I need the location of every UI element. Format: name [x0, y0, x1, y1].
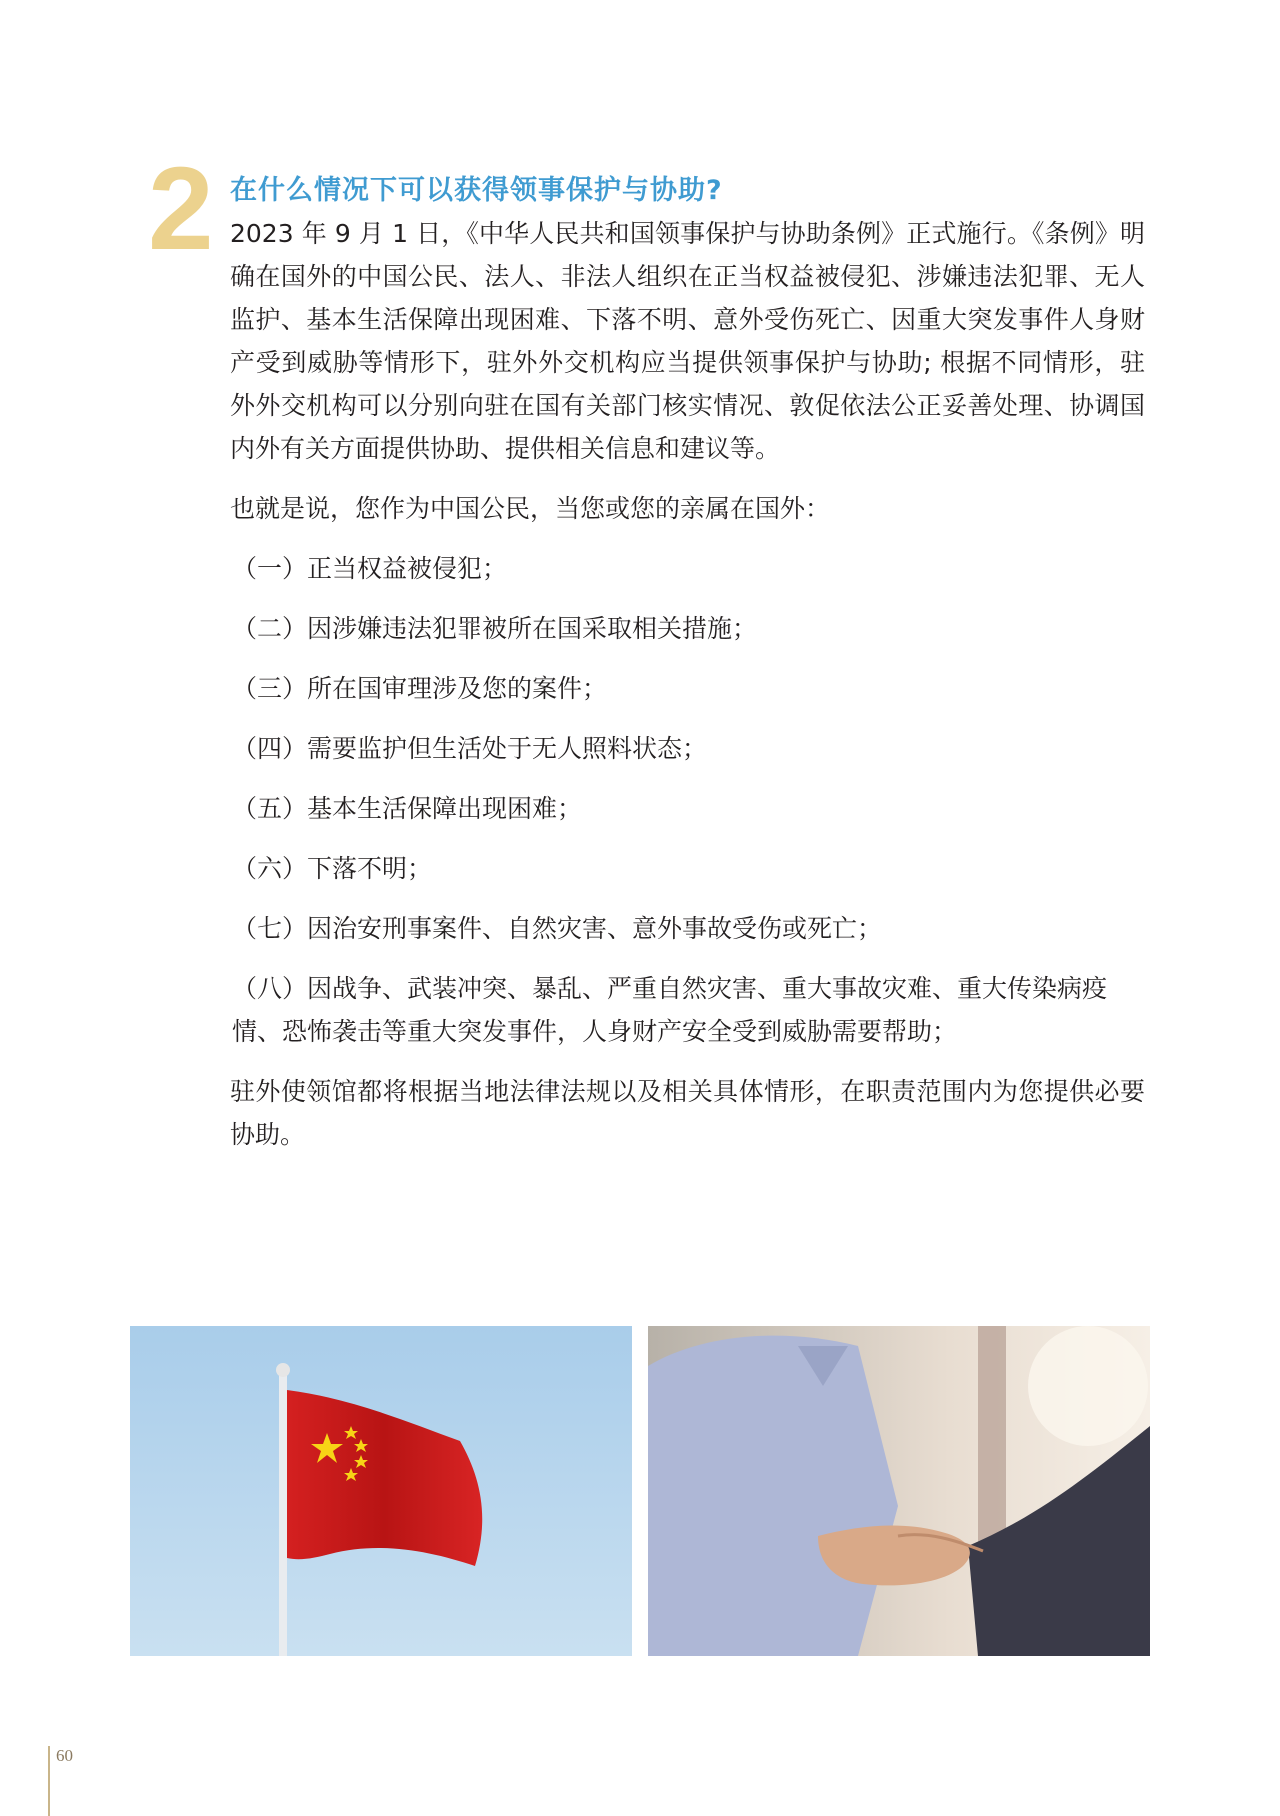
list-item: （六）下落不明； — [232, 854, 433, 883]
list-item: （四）需要监护但生活处于无人照料状态； — [232, 734, 708, 763]
situation-list — [230, 547, 1145, 1053]
lead-in-paragraph: 也就是说，您作为中国公民，当您或您的亲属在国外： — [230, 494, 831, 523]
list-item: （八）因战争、武装冲突、暴乱、严重自然灾害、重大事故灾难、重大传染病疫情、恐怖袭击等重大突发事件，人身财产安全受到威胁需要帮助； — [232, 974, 1108, 1046]
handshake-image — [648, 1326, 1150, 1656]
list-item: （一）正当权益被侵犯； — [232, 554, 508, 583]
window-light — [1028, 1326, 1148, 1446]
list-item: （二）因涉嫌违法犯罪被所在国采取相关措施； — [232, 614, 758, 643]
conclusion-paragraph: 驻外使领馆都将根据当地法律法规以及相关具体情形，在职责范围内为您提供必要协助。 — [230, 1077, 1145, 1149]
intro-paragraph: 2023 年 9 月 1 日，《中华人民共和国领事保护与协助条例》正式施行。《条例》明确在国外的中国公民、法人、非法人组织在正当权益被侵犯、涉嫌违法犯罪、无人监护、基本生活保障出现困难、下落不明、意外受伤死亡、因重大突发事件人身财产受到威胁等情形下，驻外外交机构应当提供领事保护与协助; 根据不同情形，驻外外交机构可以分别向驻在国有关部门核实情况、敦促依法公正妥善处理、协调国内外有关方面提供协助、提供相关信息和建议等。 — [230, 219, 1145, 463]
handshake-photo — [648, 1326, 1150, 1656]
page-number: 60 — [56, 1746, 73, 1765]
left-person-shirt — [648, 1336, 898, 1656]
flag-image — [130, 1326, 632, 1656]
body-text — [230, 212, 1145, 1173]
section-title: 在什么情况下可以获得领事保护与协助? — [230, 175, 723, 206]
flagpole — [279, 1372, 287, 1656]
pole-finial — [276, 1363, 290, 1377]
list-item: （七）因治安刑事案件、自然灾害、意外事故受伤或死亡； — [232, 914, 883, 943]
flag-photo — [130, 1326, 632, 1656]
list-item: （五）基本生活保障出现困难； — [232, 794, 583, 823]
section-number: 2 — [148, 143, 214, 275]
page-margin-rule — [48, 1746, 50, 1816]
list-item: （三）所在国审理涉及您的案件； — [232, 674, 608, 703]
